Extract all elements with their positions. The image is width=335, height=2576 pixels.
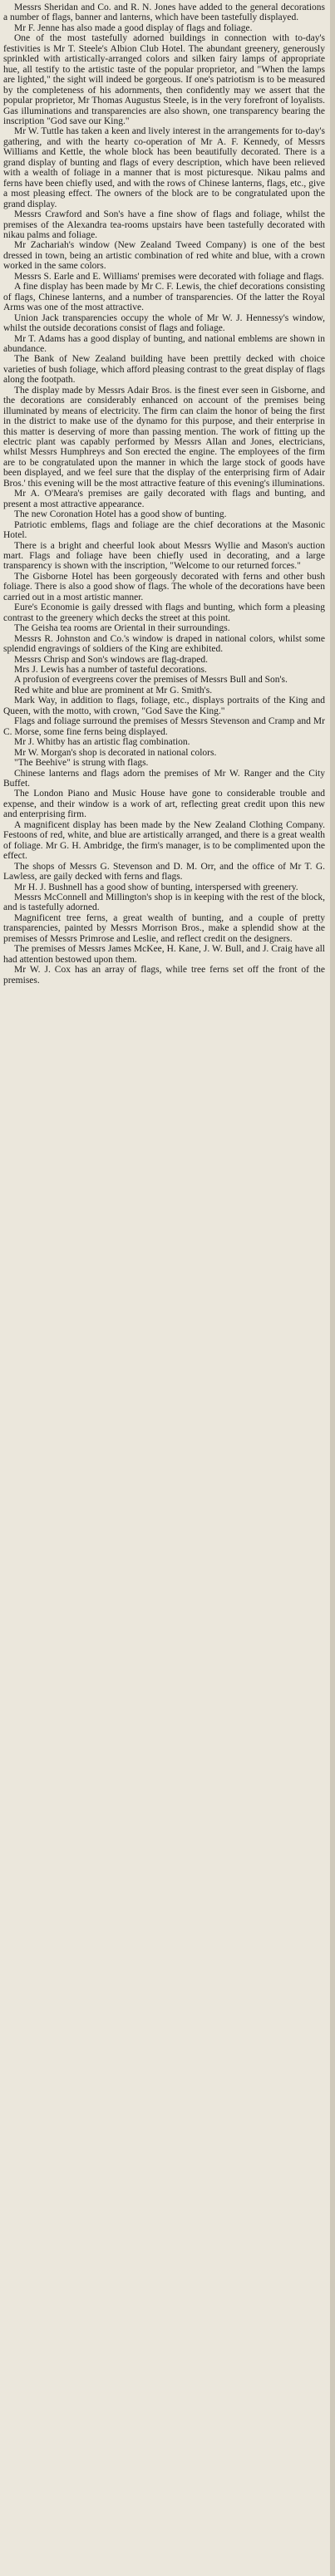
paragraph: Mark Way, in addition to flags, foliage, etc., displays portraits of the King and Queen, with the motto, with crown, "God Save the King." — [3, 696, 325, 716]
paragraph: The Geisha tea rooms are Oriental in their surroundings. — [14, 623, 230, 634]
paragraph: The Bank of New Zealand building have been prettily decked with choice varieties of bush foliage, which afford pleasing contrast to the great display of flags along the footpath. — [3, 354, 325, 386]
paragraph: Flags and foliage surround the premises of Messrs Stevenson and Cramp and Mr C. Morse, some fine ferns being displayed. — [3, 716, 325, 737]
paragraph: Messrs Sheridan and Co. and R. N. Jones have added to the general decorations a number of flags, banner and lanterns, which have been tastefully displayed. — [3, 2, 325, 23]
column-gutter — [330, 0, 335, 2576]
paragraph: A fine display has been made by Mr C. F. Lewis, the chief decorations consisting of flags, Chinese lanterns, and a number of transparencies. Of the latter the Royal Arms was one of the most attractive. — [3, 282, 325, 313]
paragraph: Messrs Crawford and Son's have a fine show of flags and foliage, whilst the premises of the Alexandra tea-rooms upstairs have been tastefully decorated with nikau palms and foliage. — [3, 209, 325, 240]
paragraph: A profusion of evergreens cover the premises of Messrs Bull and Son's. — [14, 675, 288, 686]
paragraph: Mr H. J. Bushnell has a good show of bunting, interspersed with greenery. — [14, 882, 298, 892]
paragraph: The premises of Messrs James McKee, H. Kane, J. W. Bull, and J. Craig have all had attention bestowed upon them. — [3, 944, 325, 965]
paragraph: Messrs McConnell and Millington's shop is in keeping with the rest of the block, and is tastefully adorned. — [3, 892, 325, 913]
paragraph: The Gisborne Hotel has been gorgeously decorated with ferns and other bush foliage. There is also a good show of flags. The whole of the decorations have been carried out in a most artistic manner. — [3, 571, 325, 602]
paragraph: Mr A. O'Meara's premises are gaily decorated with flags and bunting, and present a most attractive appearance. — [3, 489, 325, 509]
paragraph: Chinese lanterns and flags adorn the premises of Mr W. Ranger and the City Buffet. — [3, 768, 325, 789]
paragraph: The new Coronation Hotel has a good show of bunting. — [14, 509, 227, 520]
paragraph: Red white and blue are prominent at Mr G. Smith's. — [14, 685, 213, 696]
paragraph: Mr W. Morgan's shop is decorated in national colors. — [14, 747, 217, 758]
paragraph: A magnificent display has been made by the New Zealand Clothing Company. Festoons of red, white, and blue are artistically arranged, and there is a great wealth of foliage. Mr G. H. Ambridge, the firm's manager, is to be complimented upon the effect. — [3, 819, 325, 862]
paragraph: The London Piano and Music House have gone to considerable trouble and expense, and their window is a work of art, reflecting great credit upon this new and enterprising firm. — [3, 789, 325, 820]
paragraph: One of the most tastefully adorned buildings in connection with to-day's festivities is Mr T. Steele's Albion Club Hotel. The abundant greenery, generously sprinkled with artistically-arranged colors and silken fairy lamps of appropriate hue, all testify to the artistic taste of the popular proprietor, and "When the lamps are lighted," the sight will indeed be gorgeous. If one's patriotism is to be measured by the completeness of his adornments, then confidently may we assert that the popular proprietor, Mr Thomas Augustus Steele, is in the very forefront of loyalists. Gas illuminations and transparencies are also shown, one transparency bearing the inscription "God save our King." — [3, 33, 325, 126]
paragraph: Magnificent tree ferns, a great wealth of bunting, and a couple of pretty transparencies, painted by Messrs Morrison Bros., make a splendid show at the premises of Messrs Primrose and Leslie, and reflect credit on the designers. — [3, 912, 325, 944]
paragraph: The shops of Messrs G. Stevenson and D. M. Orr, and the office of Mr T. G. Lawless, are gaily decked with ferns and flags. — [3, 861, 325, 882]
paragraph: Mrs J. Lewis has a number of tasteful decorations. — [14, 665, 207, 675]
paragraph: Messrs S. Earle and E. Williams' premises were decorated with foliage and flags. — [14, 271, 324, 282]
paragraph: Union Jack transparencies occupy the whole of Mr W. J. Hennessy's window, whilst the outside decorations consist of flags and foliage. — [3, 312, 325, 334]
paragraph: The display made by Messrs Adair Bros. is the finest ever seen in Gisborne, and the decorations are considerably enhanced on account of the premises being illuminated by means of electricity. The firm can claim the honor of being the first in the district to make use of the dynamo for this purpose, and their enterprise in this matter is deserving of more than passing mention. The work of fitting up the electric plant was capably performed by Messrs Allan and Jones, electricians, whilst Messrs Humphreys and Son erected the engine. The employees of the firm are to be congratulated upon the manner in which the large stock of goods have been displayed, and we feel sure that the display of the enterprising firm of Adair Bros.' this evening will be the most attractive feature of this evening's illuminations. — [3, 385, 325, 489]
paragraph: Eure's Economie is gaily dressed with flags and bunting, which form a pleasing contrast to the greenery which decks the street at this point. — [3, 602, 325, 623]
paragraph: Messrs R. Johnston and Co.'s window is draped in national colors, whilst some splendid engravings of soldiers of the King are exhibited. — [3, 633, 325, 655]
paragraph: "The Beehive" is strung with flags. — [14, 758, 149, 769]
paragraph: Mr F. Jenne has also made a good display of flags and foliage. — [14, 22, 253, 33]
paragraph: Patriotic emblems, flags and foliage are the chief decorations at the Masonic Hotel. — [3, 519, 325, 541]
paragraph: Messrs Chrisp and Son's windows are flag-draped. — [14, 654, 208, 665]
paragraph: Mr W. J. Cox has an array of flags, while tree ferns set off the front of the premises. — [3, 965, 325, 986]
paragraph: Mr T. Adams has a good display of bunting, and national emblems are shown in abundance. — [3, 333, 325, 354]
paragraph: Mr W. Tuttle has taken a keen and lively interest in the arrangements for to-day's gathering, and with the hearty co-operation of Mr A. F. Kennedy, of Messrs Williams and Kettle, the whole block has been beautifully decorated. There is a grand display of bunting and flags of every description, which have been relieved with a wealth of foliage in a manner that is most picturesque. Nikau palms and ferns have been chiefly used, and with the rows of Chinese lanterns, flags, etc., give a most pleasing effect. The owners of the block are to be congratulated upon the grand display. — [3, 126, 325, 209]
paragraph: Mr J. Whitby has an artistic flag combination. — [14, 737, 190, 748]
paragraph: Mr Zachariah's window (New Zealand Tweed Company) is one of the best dressed in town, being an artistic combination of red white and blue, with a crown worked in the same colors. — [3, 240, 325, 272]
paragraph: There is a bright and cheerful look about Messrs Wyllie and Mason's auction mart. Flags and foliage have been chiefly used in decorating, and a large transparency is shown with the inscription, "Welcome to our returned forces." — [3, 540, 325, 572]
